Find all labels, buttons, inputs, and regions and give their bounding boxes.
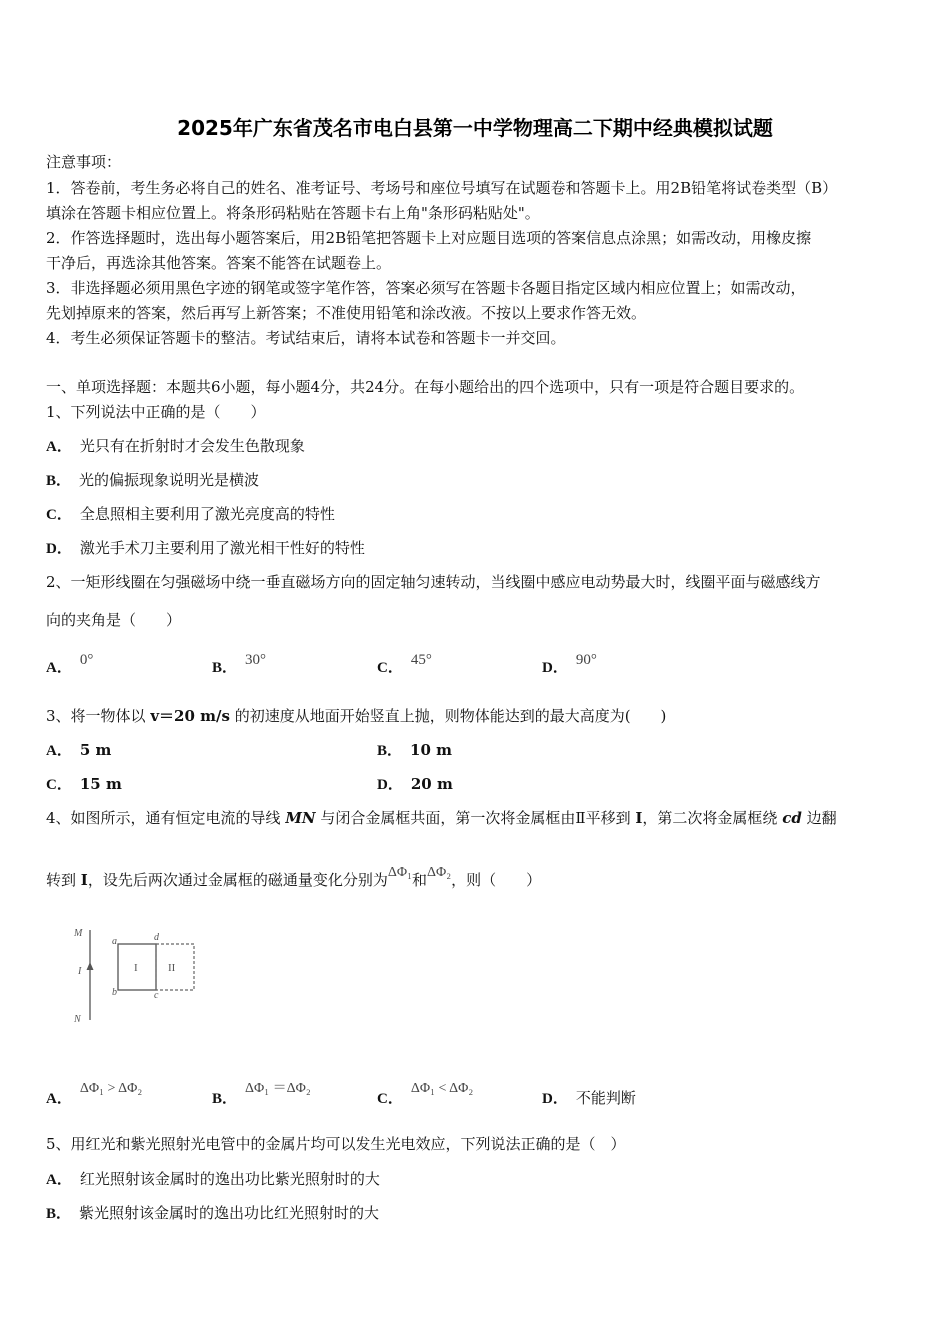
question-1-option-b: B． 光的偏振现象说明光是横波 [46, 471, 260, 489]
question-4-option-b: B．ΔΦ₁ ＝ΔΦ₂ [212, 1081, 311, 1107]
question-2-option-d: D． 90° [542, 652, 597, 676]
notice-line: 2．作答选择题时，选出每小题答案后，用2B铅笔把答题卡上对应题目选项的答案信息点涂黑；如需改动，用橡皮擦 [46, 229, 812, 247]
question-1-option-c: C． 全息照相主要利用了激光亮度高的特性 [46, 505, 335, 523]
notice-line: 1．答卷前，考生务必将自己的姓名、准考证号、考场号和座位号填写在试题卷和答题卡上。用2B铅笔将试卷类型（B） [46, 179, 838, 197]
question-4-figure [70, 922, 210, 1032]
question-1-option-d: D． 激光手术刀主要利用了激光相干性好的特性 [46, 539, 365, 557]
label-n: N [74, 1014, 81, 1025]
question-3-stem: 3、将一物体以 v＝20 m/s 的初速度从地面开始竖直上抛，则物体能达到的最大高度为( ) [46, 707, 667, 725]
question-4-option-a: A．ΔΦ₁ > ΔΦ₂ [46, 1081, 143, 1107]
question-1-option-a: A． 光只有在折射时才会发生色散现象 [46, 437, 305, 455]
question-4-option-d: D． 不能判断 [542, 1089, 636, 1107]
label-m: M [74, 928, 83, 939]
question-2-stem-cont: 向的夹角是（ ） [46, 611, 182, 629]
question-2-option-a: A． 0° [46, 652, 94, 676]
notice-line: 干净后，再选涂其他答案。答案不能答在试题卷上。 [46, 254, 392, 272]
notice-line: 4．考生必须保证答题卡的整洁。考试结束后，请将本试卷和答题卡一并交回。 [46, 329, 566, 347]
question-3-option-a: A． 5 m [46, 741, 112, 759]
section-heading: 一、单项选择题：本题共6小题，每小题4分，共24分。在每小题给出的四个选项中，只有一项是符合题目要求的。 [46, 378, 805, 396]
question-3-option-b: B． 10 m [377, 741, 452, 759]
notice-line: 3．非选择题必须用黑色字迹的钢笔或签字笔作答，答案必须写在答题卡各题目指定区域内相应位置上；如需改动， [46, 279, 806, 297]
current-arrow-icon [87, 962, 94, 970]
question-4-stem: 4、如图所示，通有恒定电流的导线 MN 与闭合金属框共面，第一次将金属框由Ⅱ平移到 I，第二次将金属框绕 cd 边翻 [46, 809, 837, 827]
question-2-option-c: C． 45° [377, 652, 432, 676]
label-b: b [112, 987, 117, 998]
question-5-option-b: B． 紫光照射该金属时的逸出功比红光照射时的大 [46, 1204, 380, 1222]
page-title: 2025年广东省茂名市电白县第一中学物理高二下期中经典模拟试题 [177, 116, 773, 140]
question-2-stem: 2、一矩形线圈在匀强磁场中绕一垂直磁场方向的固定轴匀速转动，当线圈中感应电动势最大时，线圈平面与磁感线方 [46, 573, 821, 591]
question-3-option-c: C． 15 m [46, 775, 122, 793]
question-4-stem-cont: 转到 I，设先后两次通过金属框的磁通量变化分别为ΔΦ₁和ΔΦ₂，则（ ） [46, 865, 542, 889]
question-4-option-c: C．ΔΦ₁ < ΔΦ₂ [377, 1081, 474, 1107]
label-current: I [78, 966, 82, 977]
question-2-option-b: B． 30° [212, 652, 267, 676]
question-5-option-a: A． 红光照射该金属时的逸出功比紫光照射时的大 [46, 1170, 380, 1188]
label-d: d [154, 932, 159, 943]
label-region-1: I [134, 962, 138, 974]
notice-line: 先划掉原来的答案，然后再写上新答案；不准使用铅笔和涂改液。不按以上要求作答无效。 [46, 304, 647, 322]
notice-heading: 注意事项： [46, 153, 122, 171]
question-5-stem: 5、用红光和紫光照射光电管中的金属片均可以发生光电效应，下列说法正确的是（ ） [46, 1135, 626, 1153]
delta-phi-1: ΔΦ₁ [387, 865, 412, 880]
label-a: a [112, 936, 117, 947]
question-1-stem: 1、下列说法中正确的是（ ） [46, 403, 266, 421]
notice-line: 填涂在答题卡相应位置上。将条形码粘贴在答题卡右上角"条形码粘贴处"。 [46, 204, 540, 222]
question-3-option-d: D． 20 m [377, 775, 453, 793]
label-region-2: II [168, 962, 176, 974]
label-c: c [154, 990, 159, 1001]
delta-phi-2: ΔΦ₂ [426, 865, 452, 880]
